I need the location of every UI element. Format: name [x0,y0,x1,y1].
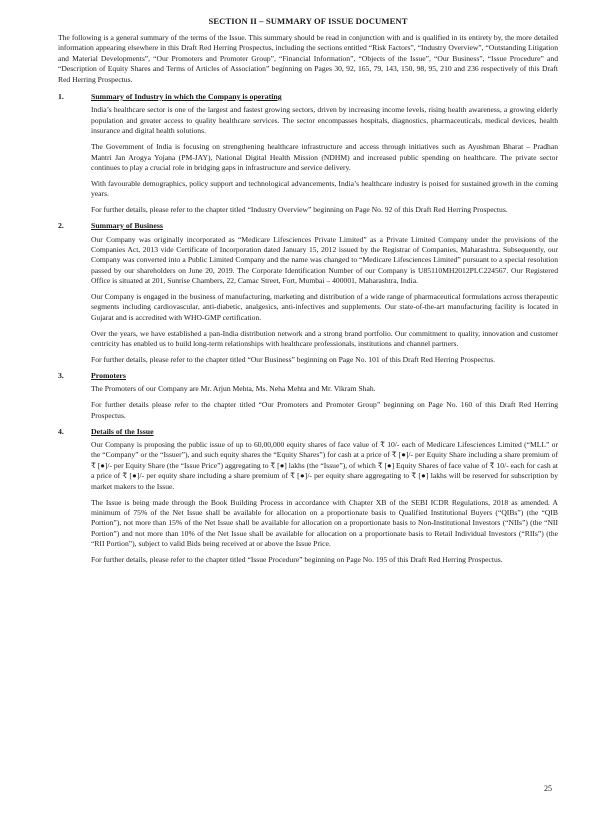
section-business [58,221,558,371]
paragraph: Our Company was originally incorporated as “Medicare Lifesciences Private Limited” as a Private Limited Company under the provisions of the Companies Act, 2013 vide Certificate of Incorporation dated January 15, 2012 issued by the Registrar of Companies, Maharashtra. Subsequently, our Company was converted into a Public Limited Company and the name was changed to “Medicare Lifesciences Limited” pursuant to a special resolution passed by our shareholders on June 20, 2019. The Corporate Identification Number of our Company is U85110MH2012PLC224567. Our Registered Office is situated at 201, Sunrise Chambers, 22, Camac Street, Fort, Mumbai – 400001, Maharashtra, India. [91,234,558,286]
section-heading: Details of the Issue [91,426,154,436]
section-number: 1. [58,92,64,102]
paragraph: Our Company is proposing the public issue of up to 60,00,000 equity shares of face value of ₹ 10/- each of Medicare Lifesciences Limited (“MLL” or the “Company” or the “Issuer”), and such equity shares the “Equity Shares”) for cash at a price of ₹ [●]/- per Equity Share including a share premium of ₹ [●]/- per Equity Share (the “Issue Price”) aggregating to ₹ [●] lakhs (the “Issue”), of which ₹ [●] Equity Shares of face value of ₹ 10/- each for cash at a price of ₹ [●]/- per equity share including a share premium of ₹ [●]/- per equity share aggregating to ₹ [●] lakhs will be reserved for subscription by market makers to the Issue. [91,440,558,491]
paragraph: For further details, please refer to the chapter titled “Industry Overview” beginning on Page No. 92 of this Draft Red Herring Prospectus. [91,205,508,215]
intro-paragraph: The following is a general summary of the terms of the Issue. This summary should be read in conjunction with and is qualified in its entirety by, the more detailed information appearing elsewhere in this Draft Red Herring Prospectus, including the sections entitled “Risk Factors”, “Industry Overview”, “Outstanding Litigation and Material Developments”, “Our Promoters and Promoter Group”, “Financial Information”, “Objects of the Issue”, “Our Business”, “Issue Procedure” and “Description of Equity Shares and Terms of Articles of Association” beginning on Pages 30, 92, 165, 79, 143, 150, 98, 95, 210 and 236 respectively of this Draft Red Herring Prospectus. [58,33,558,84]
section-title: SECTION II – SUMMARY OF ISSUE DOCUMENT [208,16,408,26]
paragraph: For further details please refer to the chapter titled “Our Promoters and Promoter Group” beginning on Page No. 160 of this Draft Red Herring Prospectus. [91,400,558,420]
paragraph: The Government of India is focusing on strengthening healthcare infrastructure and access through initiatives such as Ayushman Bharat – Pradhan Mantri Jan Arogya Yojana (PM-JAY), National Digital Health Mission (NDHM) and increased public spending on healthcare. The private sector continues to play a crucial role in bridging gaps in infrastructure and service delivery. [91,142,558,172]
paragraph: For further details, please refer to the chapter titled “Issue Procedure” beginning on Page No. 195 of this Draft Red Herring Prospectus. [91,555,503,565]
page-number: 25 [544,784,552,793]
paragraph: The Promoters of our Company are Mr. Arjun Mehta, Ms. Neha Mehta and Mr. Vikram Shah. [91,384,376,394]
paragraph: The Issue is being made through the Book Building Process in accordance with Chapter XB of the SEBI ICDR Regulations, 2018 as amended. A minimum of 75% of the Net Issue shall be available for allocation on a proportionate basis to Qualified Institutional Buyers (“QIBs”) (the “QIB Portion”), not more than 15% of the Net Issue shall be available for allocation on a proportionate basis to Non-Institutional Investors (“NIIs”) (the “NII Portion”) and not more than 10% of the Net Issue shall be available for allocation on a proportionate basis to Retail Individual Investors (“RIIs”) (the “RII Portion”), subject to valid Bids being received at or above the Issue Price. [91,497,558,549]
section-number: 3. [58,370,64,380]
section-industry [58,92,558,221]
paragraph: India’s healthcare sector is one of the largest and fastest growing sectors, driven by increasing income levels, rising health awareness, a growing elderly population and greater access to quality healthcare services. The sector encompasses hospitals, diagnostics, pharmaceuticals, medical devices, health insurance and digital health solutions. [91,105,558,136]
paragraph: Over the years, we have established a pan-India distribution network and a strong brand portfolio. Our commitment to quality, innovation and customer centricity has enabled us to build long-term relationships with healthcare professionals, institutions and channel partners. [91,328,558,349]
paragraph: Our Company is engaged in the business of manufacturing, marketing and distribution of a wide range of pharmaceutical formulations across therapeutic segments including cardiovascular, anti-diabetic, analgesics, anti-infectives and supplements. Our state-of-the-art manufacturing facility is located in Gujarat and is accredited with WHO-GMP certification. [91,292,558,322]
section-number: 4. [58,426,64,436]
section-heading: Summary of Industry in which the Company is operating [91,92,282,102]
section-number: 2. [58,221,64,231]
paragraph: For further details, please refer to the chapter titled “Our Business” beginning on Page No. 101 of this Draft Red Herring Prospectus. [91,355,496,365]
paragraph: With favourable demographics, policy support and technological advancements, India’s healthcare industry is poised for sustained growth in the coming years. [91,178,558,199]
section-promoters [58,371,558,427]
section-heading: Summary of Business [91,221,163,231]
section-issue-details [58,427,558,571]
section-heading: Promoters [91,370,126,380]
